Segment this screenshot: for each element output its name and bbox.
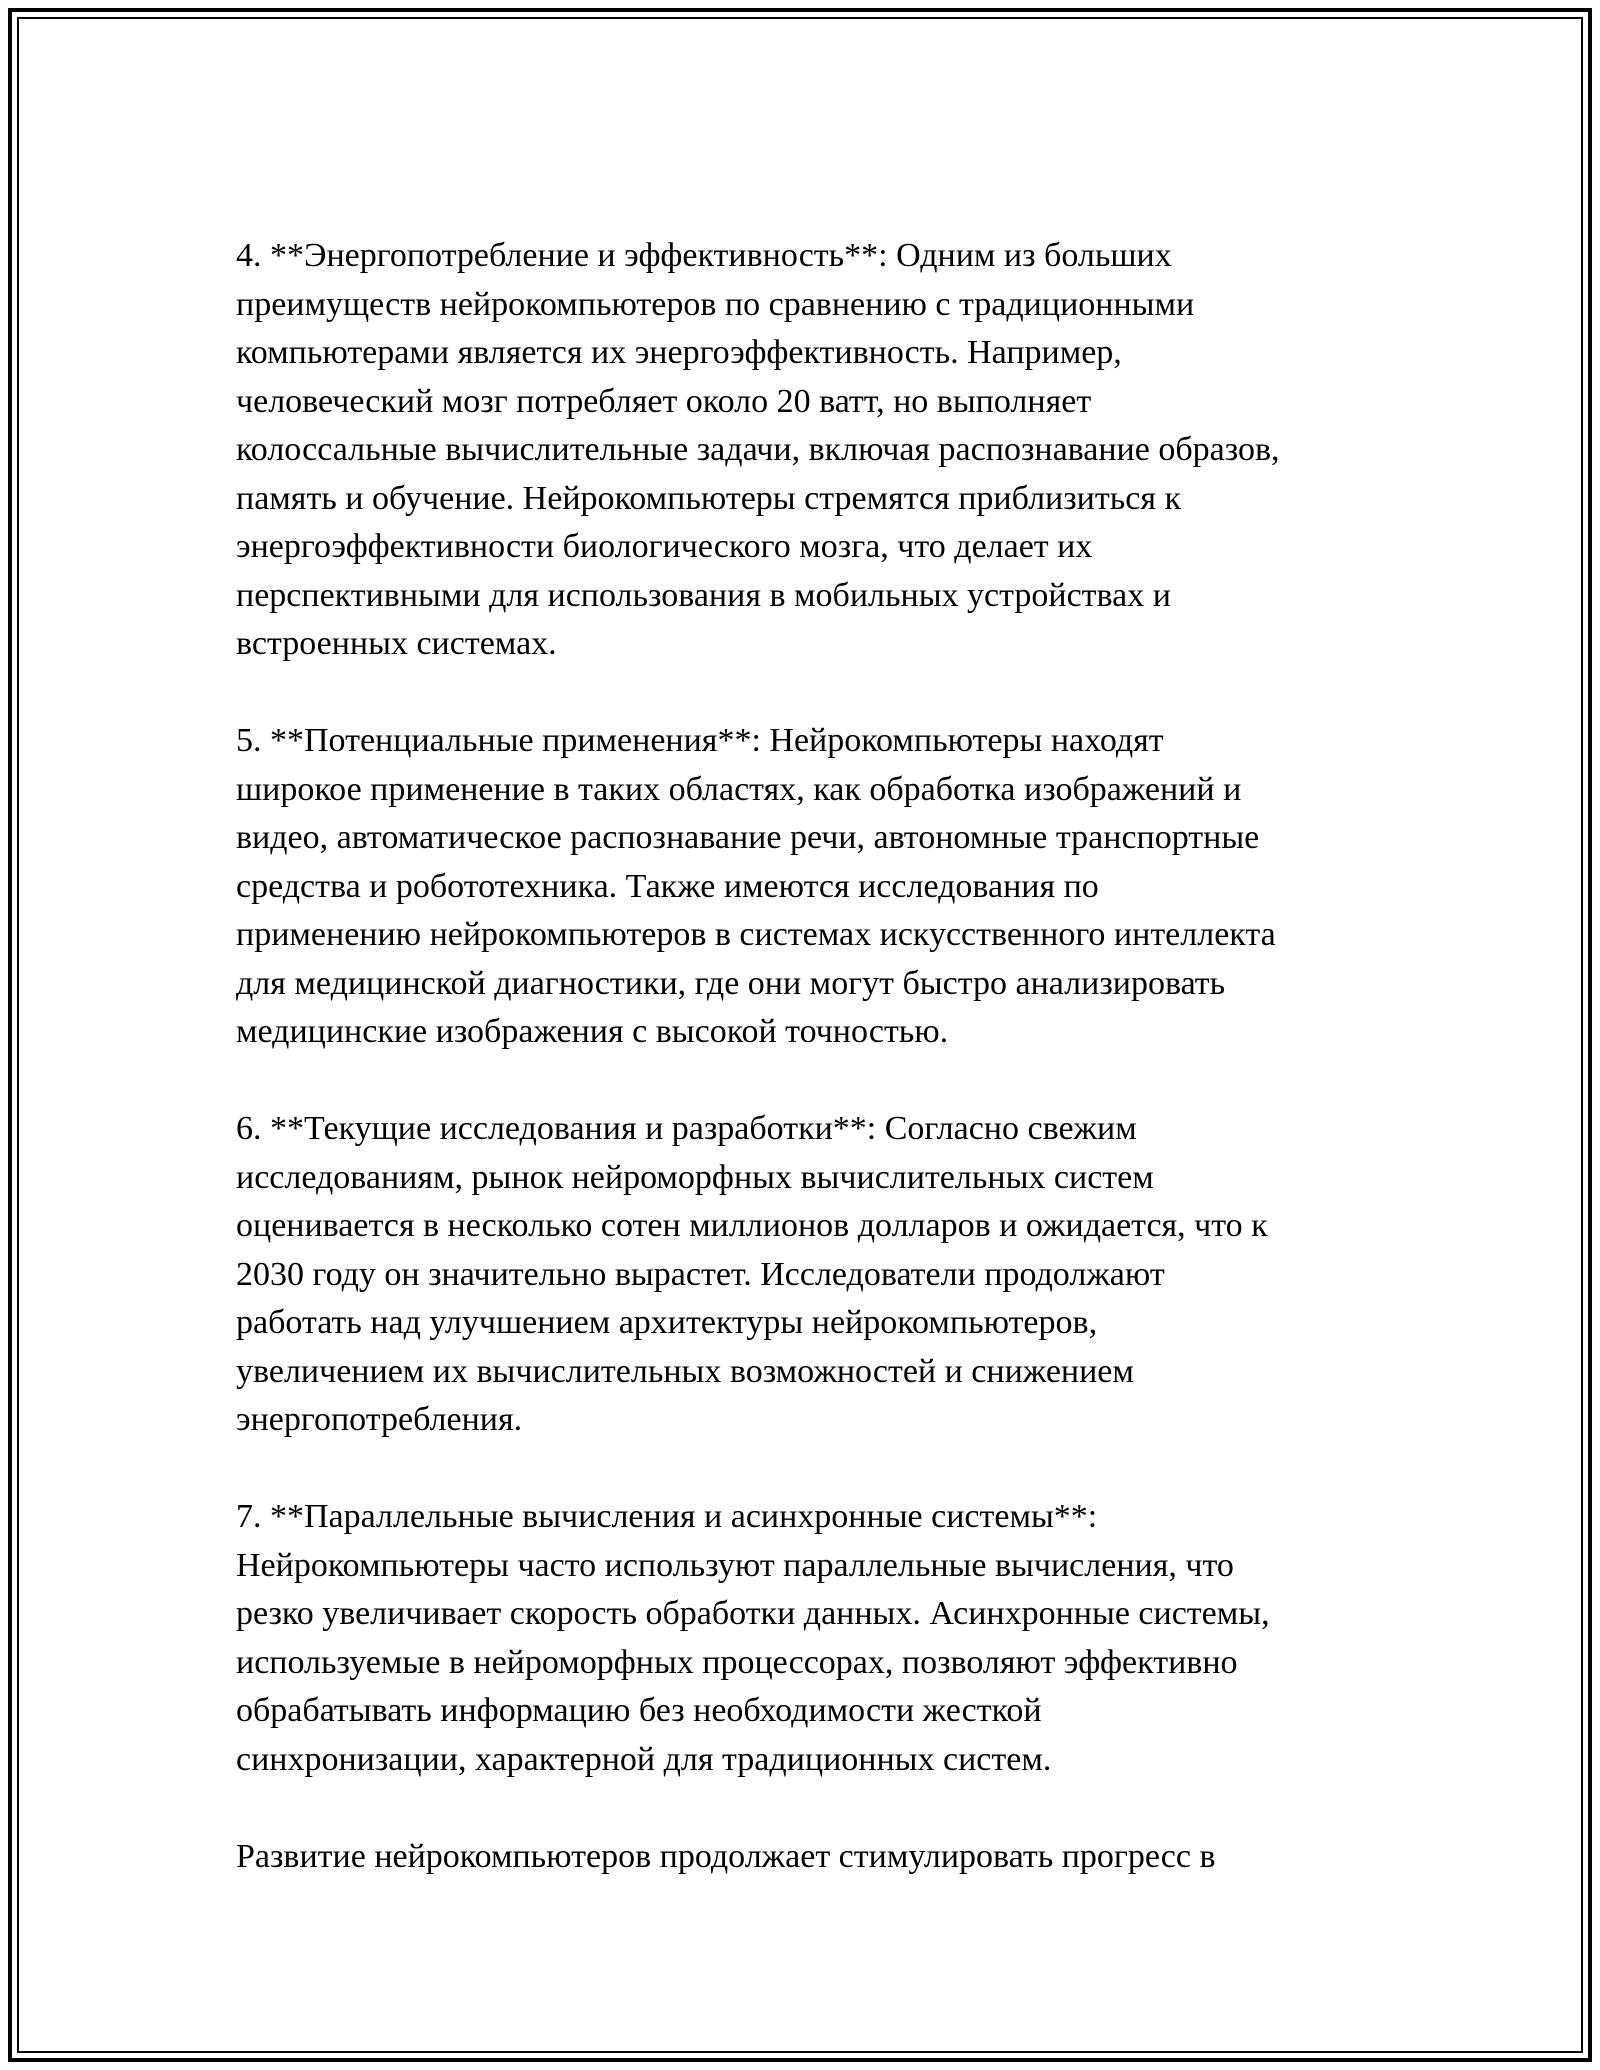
document-body (236, 232, 1386, 1881)
paragraph-current-research: 6. **Текущие исследования и разработки**: Согласно свежим исследованиям, рынок нейроморфных вычислительных систем оценивается в несколько сотен миллионов долларов и ожидается, что к 2030 году он значительно вырастет. Исследователи продолжают работать над улучшением архитектуры нейрокомпьютеров, увеличением их вычислительных возможностей и снижением энергопотребления. (236, 1110, 1268, 1438)
paragraph-parallel-computing: 7. **Параллельные вычисления и асинхронные системы**: Нейрокомпьютеры часто используют параллельные вычисления, что резко увеличивает скорость обработки данных. Асинхронные системы, используемые в нейроморфных процессорах, позволяют эффективно обрабатывать информацию без необходимости жесткой синхронизации, характерной для традиционных систем. (236, 1498, 1270, 1778)
paragraph-energy-efficiency: 4. **Энергопотребление и эффективность**: Одним из больших преимуществ нейрокомпьютеров по сравнению с традиционными компьютерами является их энергоэффективность. Например, человеческий мозг потребляет около 20 ватт, но выполняет колоссальные вычислительные задачи, включая распознавание образов, память и обучение. Нейрокомпьютеры стремятся приблизиться к энергоэффективности биологического мозга, что делает их перспективными для использования в мобильных устройствах и встроенных системах. (236, 237, 1280, 662)
paragraph-potential-applications: 5. **Потенциальные применения**: Нейрокомпьютеры находят широкое применение в таких областях, как обработка изображений и видео, автоматическое распознавание речи, автономные транспортные средства и робототехника. Также имеются исследования по применению нейрокомпьютеров в системах искусственного интеллекта для медицинской диагностики, где они могут быстро анализировать медицинские изображения с высокой точностью. (236, 722, 1276, 1050)
paragraph-conclusion-start: Развитие нейрокомпьютеров продолжает стимулировать прогресс в (236, 1837, 1216, 1875)
